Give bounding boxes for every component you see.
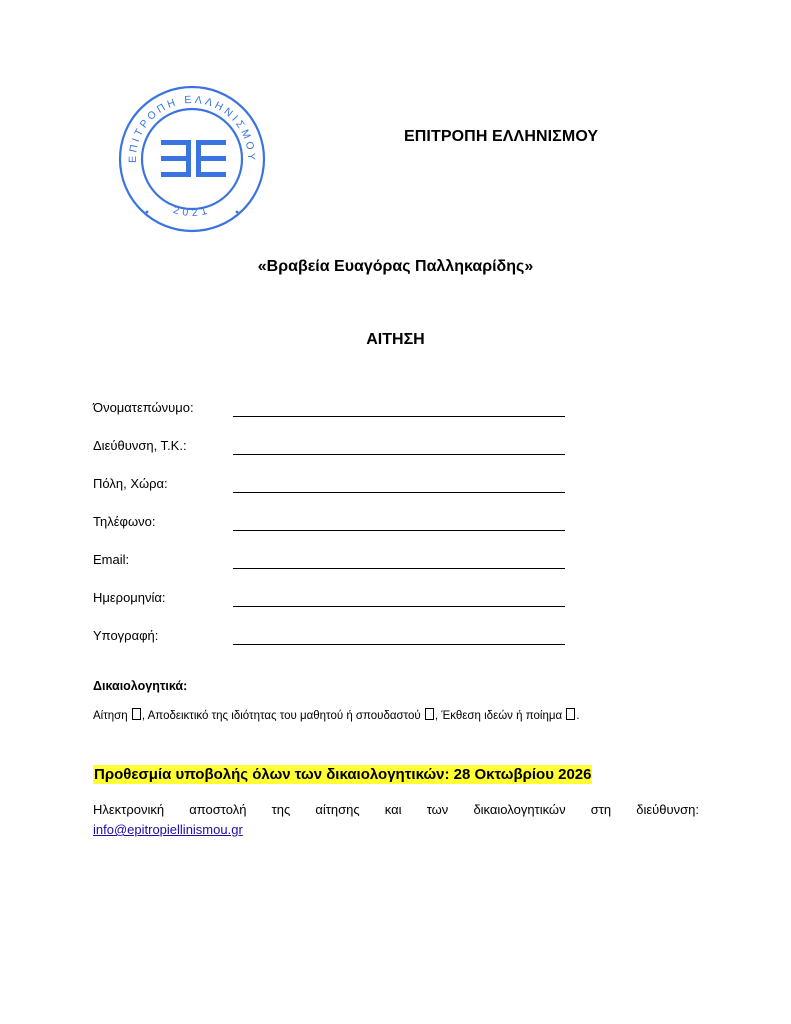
signature-label: Υπογραφή:: [93, 628, 159, 643]
list-end: .: [576, 710, 580, 722]
form-row-city: [93, 476, 573, 496]
logo-ring-text: ΕΠΙΤΡΟΠΗ ΕΛΛΗΝΙΣΜΟΥ: [126, 93, 258, 164]
awards-title: «Βραβεία Ευαγόρας Παλληκαρίδης»: [257, 258, 534, 275]
submission-email-link[interactable]: info@epitropiellinismou.gr: [93, 822, 243, 837]
signature-blank-line: [233, 644, 565, 645]
form-row-email: [93, 552, 573, 572]
email-blank-line: [233, 568, 565, 569]
form-row-fullname: [93, 400, 573, 420]
date-label: Ημερομηνία:: [93, 590, 166, 605]
deadline-notice: Προθεσμία υποβολής όλων των δικαιολογητικών: 28 Οκτωβρίου 2026: [94, 766, 592, 783]
phone-label: Τηλέφωνο:: [93, 514, 156, 529]
phone-blank-line: [233, 530, 565, 531]
date-blank-line: [233, 606, 565, 607]
document-title: ΑΙΤΗΣΗ: [366, 331, 425, 348]
checkbox-proof[interactable]: [425, 708, 434, 720]
document-item-application: Αίτηση: [93, 710, 128, 722]
documents-list: [93, 708, 580, 722]
form-row-signature: [93, 628, 573, 648]
separator: ,: [141, 710, 148, 722]
email-label: Email:: [93, 552, 130, 567]
organization-title: ΕΠΙΤΡΟΠΗ ΕΛΛΗΝΙΣΜΟΥ: [404, 128, 599, 145]
checkbox-application[interactable]: [132, 708, 141, 720]
organization-logo: [117, 84, 267, 234]
fullname-label: Όνοματεπώνυμο:: [93, 400, 194, 415]
logo-dot-left: [146, 211, 149, 214]
form-row-date: [93, 590, 573, 610]
form-row-phone: [93, 514, 573, 534]
city-label: Πόλη, Χώρα:: [93, 476, 168, 491]
city-blank-line: [233, 492, 565, 493]
logo-dot-right: [236, 211, 239, 214]
logo-year: 2021: [171, 204, 213, 220]
document-item-essay: Έκθεση ιδεών ή ποίημα: [441, 710, 563, 722]
address-label: Διεύθυνση, Τ.Κ.:: [93, 438, 187, 453]
document-item-proof: Αποδεικτικό της ιδιότητας του μαθητού ή σπουδαστού: [147, 710, 421, 722]
form-row-address: [93, 438, 573, 458]
fullname-blank-line: [233, 416, 565, 417]
separator: ,: [434, 710, 442, 722]
address-blank-line: [233, 454, 565, 455]
logo-monogram: [161, 140, 226, 177]
submission-instructions: Ηλεκτρονική αποστολή της αίτησης και των δικαιολογητικών στη διεύθυνση:: [93, 802, 699, 817]
logo-inner-ring: [142, 109, 242, 209]
documents-heading: Δικαιολογητικά:: [93, 679, 188, 693]
checkbox-essay[interactable]: [566, 708, 575, 720]
